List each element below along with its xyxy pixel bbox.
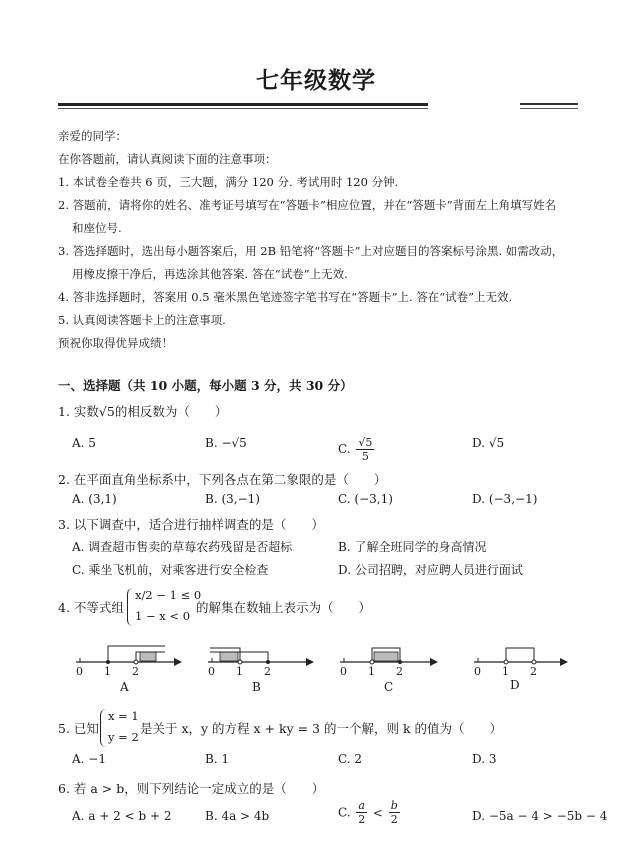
- notice-item-2-cont: 和座位号.: [72, 221, 122, 235]
- q2-option-d: D. (−3,−1): [472, 492, 538, 506]
- q6-option-a: A. a + 2 < b + 2: [72, 809, 172, 823]
- q4-c-tick-0: 0: [340, 665, 347, 678]
- q4-c-tick-2: 2: [396, 665, 403, 678]
- q4-b-tick-0: 0: [208, 665, 215, 678]
- q4-numberline-c: [340, 648, 438, 666]
- q5-equation-1: x = 1: [108, 709, 139, 723]
- title-rule-right: [520, 103, 578, 105]
- q4-d-tick-1: 1: [502, 665, 509, 678]
- q5-option-b: B. 1: [205, 752, 230, 766]
- notice-closing: 预祝你取得优异成绩！: [58, 336, 173, 350]
- q5-option-c: C. 2: [338, 752, 363, 766]
- q1-option-b: B. −√5: [205, 436, 247, 450]
- q4-inequality-1: x/2 − 1 ≤ 0: [135, 588, 202, 602]
- q1-option-c: C. $\frac{√5}{5}$: [338, 436, 373, 463]
- q4-d-tick-0: 0: [474, 665, 481, 678]
- q5-stem-prefix: 5. 已知: [58, 721, 99, 736]
- q4-c-tick-1: 1: [368, 665, 375, 678]
- q4-a-tick-0: 0: [76, 665, 83, 678]
- q2-option-c: C. (−3,1): [338, 492, 393, 506]
- q5-equation-2: y = 2: [108, 730, 139, 744]
- q4-label-c: C: [384, 680, 394, 694]
- q4-numberline-b: [208, 648, 314, 666]
- notice-greeting: 亲爱的同学：: [58, 129, 127, 143]
- notice-item-3: 3. 答选择题时，选出每小题答案后，用 2B 铅笔将“答题卡”上对应题目的答案标号涂黑. 如需改动，: [58, 244, 564, 258]
- notice-item-1: 1. 本试卷全卷共 6 页，三大题，满分 120 分. 考试用时 120 分钟.: [58, 175, 399, 189]
- q5-stem-suffix: 是关于 x，y 的方程 x + ky = 3 的一个解，则 k 的值为（ ）: [140, 721, 503, 736]
- q1-option-a: A. 5: [72, 436, 96, 450]
- q6-stem: 6. 若 a > b，则下列结论一定成立的是（ ）: [58, 781, 325, 796]
- q4-numberline-a: [76, 646, 182, 666]
- q4-label-a: A: [120, 680, 129, 694]
- notice-item-5: 5. 认真阅读答题卡上的注意事项.: [58, 313, 226, 327]
- q3-option-b: B. 了解全班同学的身高情况: [338, 540, 487, 554]
- q4-a-tick-1: 1: [104, 665, 111, 678]
- q5-equation-system: [100, 709, 139, 749]
- q4-d-tick-2: 2: [530, 665, 537, 678]
- q6-option-b: B. 4a > 4b: [205, 809, 270, 823]
- q6-option-c-right-fraction: $\frac{b}{2}$: [390, 799, 398, 826]
- q4-label-d: D: [510, 678, 520, 692]
- q2-option-a: A. (3,1): [72, 492, 117, 506]
- notice-intro: 在你答题前，请认真阅读下面的注意事项：: [58, 152, 277, 166]
- q2-option-b: B. (3,−1): [205, 492, 260, 506]
- q1-stem: 1. 实数√5的相反数为（ ）: [58, 404, 228, 419]
- q4-b-tick-2: 2: [264, 665, 271, 678]
- notice-item-4: 4. 答非选择题时，答案用 0.5 毫米黑色笔迹签字笔书写在“答题卡”上. 答在“试卷”上无效.: [58, 290, 513, 304]
- q4-inequality-system: [127, 588, 202, 628]
- q5-brace: [100, 709, 107, 747]
- q2-stem: 2. 在平面直角坐标系中，下列各点在第二象限的是（ ）: [58, 472, 387, 487]
- q6-option-d: D. −5a − 4 > −5b − 4: [472, 809, 608, 823]
- title-rule-thin: [58, 108, 428, 109]
- q4-inequality-2: 1 − x < 0: [135, 609, 191, 623]
- notice-item-2: 2. 答题前，请将你的姓名、准考证号填写在“答题卡”相应位置，并在“答题卡”背面左上角填写姓名: [58, 198, 557, 212]
- q1-option-d: D. √5: [472, 436, 505, 450]
- q4-numberline-d: [474, 648, 568, 666]
- q3-option-a: A. 调查超市售卖的草莓农药残留是否超标: [72, 540, 293, 554]
- q4-brace: [127, 588, 134, 626]
- q5-option-d: D. 3: [472, 752, 497, 766]
- title-rule-right-thin: [520, 108, 578, 109]
- title-rule: [58, 103, 428, 106]
- q4-stem-prefix: 4. 不等式组: [58, 600, 124, 615]
- q6-option-c-left-fraction: $\frac{a}{2}$: [358, 799, 366, 826]
- notice-item-3-cont: 用橡皮擦干净后，再选涂其他答案. 答在“试卷”上无效.: [72, 267, 348, 281]
- q1-option-c-fraction: $\frac{√5}{5}$: [358, 436, 373, 463]
- q4-stem-suffix: 的解集在数轴上表示为（ ）: [196, 600, 372, 615]
- page-title: 七年级数学: [256, 67, 376, 94]
- q4-a-tick-2: 2: [132, 665, 139, 678]
- section-heading: 一、选择题（共 10 小题，每小题 3 分，共 30 分）: [58, 378, 353, 393]
- q3-option-c: C. 乘坐飞机前，对乘客进行安全检查: [72, 563, 269, 577]
- q4-label-b: B: [252, 680, 261, 694]
- q6-option-c: C. $\frac{a}{2}$ < $\frac{b}{2}$: [338, 799, 398, 826]
- q3-stem: 3. 以下调查中，适合进行抽样调查的是（ ）: [58, 517, 324, 532]
- q3-option-d: D. 公司招聘，对应聘人员进行面试: [338, 563, 523, 577]
- q5-option-a: A. −1: [72, 752, 106, 766]
- q4-b-tick-1: 1: [236, 665, 243, 678]
